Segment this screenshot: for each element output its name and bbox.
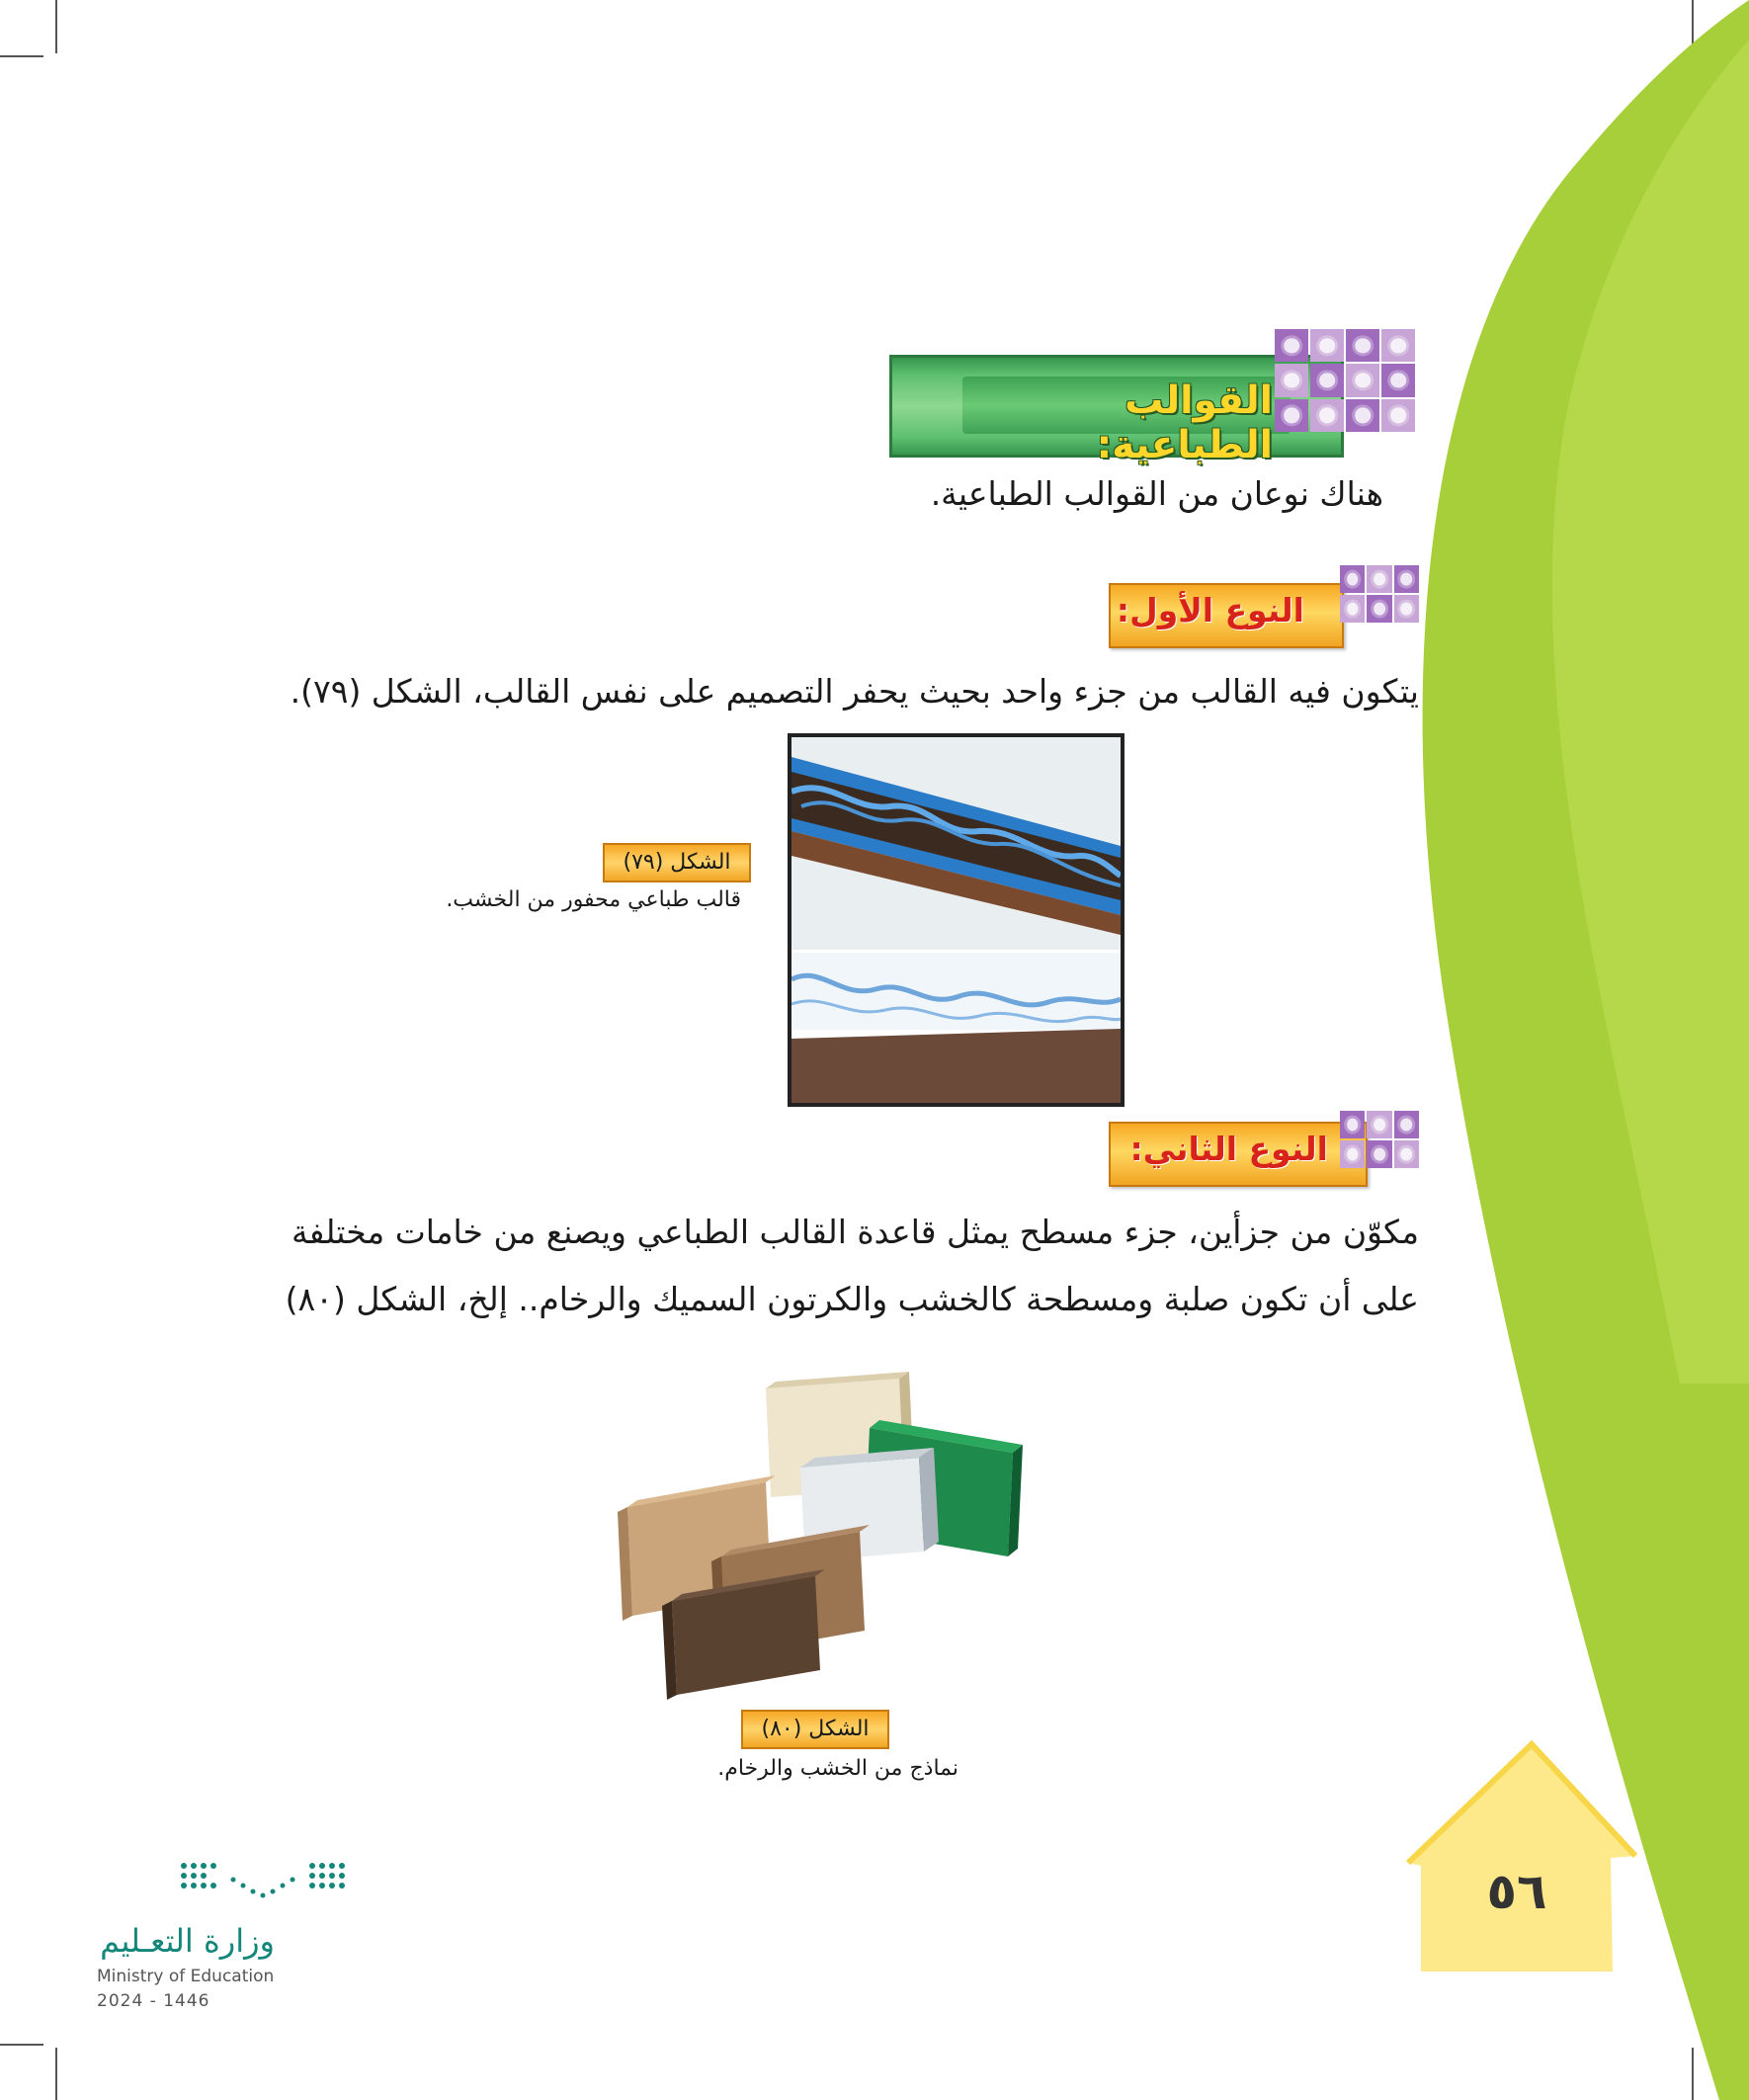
type1-heading-bar	[1109, 583, 1344, 648]
figure80-label: الشكل (٨٠)	[741, 1710, 889, 1749]
type2-heading: النوع الثاني:	[1129, 1130, 1328, 1168]
ministry-name-arabic: وزارة التعـليم	[100, 1922, 275, 1960]
page-tab-shape	[1408, 1744, 1635, 1972]
type1-text: يتكون فيه القالب من جزء واحد بحيث يحفر التصميم على نفس القالب، الشكل (٧٩).	[290, 672, 1419, 711]
flower-tile-decoration	[1275, 329, 1415, 432]
ministry-year: 2024 - 1446	[97, 1991, 210, 2011]
figure79-label: الشكل (٧٩)	[603, 843, 751, 882]
ministry-name-english: Ministry of Education	[97, 1967, 275, 1986]
page-number: ٥٦	[1486, 1863, 1547, 1920]
flower-tile-decoration	[1340, 1111, 1419, 1168]
flower-tile-decoration	[1340, 565, 1419, 623]
figure80-caption: نماذج من الخشب والرخام.	[717, 1756, 958, 1781]
type2-line2: على أن تكون صلبة ومسطحة كالخشب والكرتون السميك والرخام.. إلخ، الشكل (٨٠)	[285, 1280, 1419, 1318]
type2-heading-bar	[1109, 1122, 1368, 1187]
ministry-logo-icon	[178, 1858, 351, 1907]
figure79-caption: قالب طباعي محفور من الخشب.	[446, 887, 741, 912]
figure79-image	[788, 733, 1124, 1107]
type1-heading: النوع الأول:	[1116, 591, 1304, 630]
figure80-image	[618, 1369, 1023, 1705]
intro-text: هناك نوعان من القوالب الطباعية.	[930, 474, 1383, 513]
section-title: القوالب الطباعية:	[1096, 378, 1273, 467]
type2-line1: مكوّن من جزأين، جزء مسطح يمثل قاعدة القالب الطباعي ويصنع من خامات مختلفة	[291, 1213, 1419, 1251]
section-title-inner	[962, 377, 1291, 467]
carved-wood-block-illustration	[791, 737, 1121, 1103]
